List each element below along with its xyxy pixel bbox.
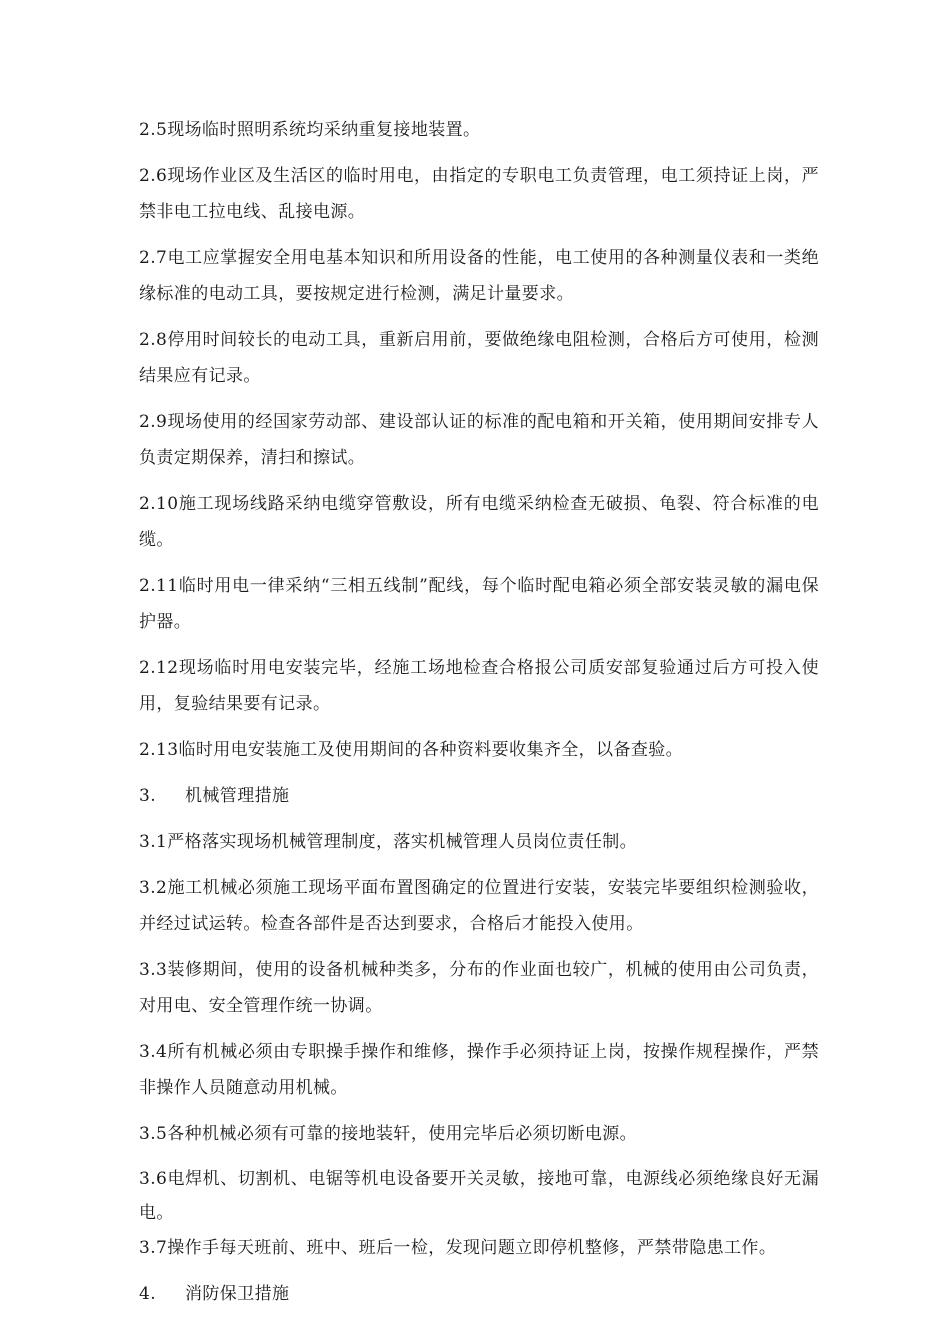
paragraph-2-13: 2.13临时用电安装施工及使用期间的各种资料要收集齐全，以备查验。: [139, 740, 684, 760]
section-title: 消防保卫措施: [185, 1284, 290, 1304]
paragraph-2-7: 2.7电工应掌握安全用电基本知识和所用设备的性能，电工使用的各种测量仪表和一类绝缘标准的电动工具，要按规定进行检测，满足计量要求。: [139, 248, 819, 304]
section-heading-3: [139, 778, 819, 814]
paragraph-2-6: 2.6现场作业区及生活区的临时用电，由指定的专职电工负责管理，电工须持证上岗，严禁非电工拉电线、乱接电源。: [139, 166, 819, 222]
paragraph-2-8: 2.8停用时间较长的电动工具，重新启用前，要做绝缘电阻检测，合格后方可使用，检测结果应有记录。: [139, 330, 819, 386]
section-title: 机械管理措施: [185, 786, 290, 806]
paragraph-3-6: 3.6电焊机、切割机、电锯等机电设备要开关灵敏，接地可靠，电源线必须绝缘良好无漏电。: [139, 1169, 819, 1223]
paragraph-3-7: 3.7操作手每天班前、班中、班后一检，发现问题立即停机整修，严禁带隐患工作。: [139, 1238, 777, 1258]
paragraph-2-5: 2.5现场临时照明系统均采纳重复接地装置。: [139, 120, 481, 140]
section-number: 4.: [139, 1284, 157, 1304]
paragraph-2-9: 2.9现场使用的经国家劳动部、建设部认证的标准的配电箱和开关箱，使用期间安排专人负责定期保养，清扫和擦试。: [139, 412, 819, 468]
paragraph-3-2: 3.2施工机械必须施工现场平面布置图确定的位置进行安装，安装完毕要组织检测验收，并经过试运转。检查各部件是否达到要求，合格后才能投入使用。: [139, 878, 819, 934]
document-body: [139, 112, 819, 1322]
paragraph-2-10: 2.10施工现场线路采纳电缆穿管敷设，所有电缆采纳检查无破损、龟裂、符合标准的电缆。: [139, 494, 819, 550]
paragraph-3-4: 3.4所有机械必须由专职操手操作和维修，操作手必须持证上岗，按操作规程操作，严禁非操作人员随意动用机械。: [139, 1042, 819, 1098]
paragraph-3-3: 3.3装修期间，使用的设备机械种类多，分布的作业面也较广，机械的使用由公司负责，对用电、安全管理作统一协调。: [139, 960, 819, 1016]
section-number: 3.: [139, 786, 157, 806]
section-heading-4: [139, 1276, 819, 1312]
paragraph-3-1: 3.1严格落实现场机械管理制度，落实机械管理人员岗位责任制。: [139, 832, 638, 852]
paragraph-2-12: 2.12现场临时用电安装完毕，经施工场地检查合格报公司质安部复验通过后方可投入使用，复验结果要有记录。: [139, 658, 819, 714]
paragraph-2-11: 2.11临时用电一律采纳“三相五线制”配线，每个临时配电箱必须全部安装灵敏的漏电保护器。: [139, 576, 819, 632]
paragraph-3-5: 3.5各种机械必须有可靠的接地装轩，使用完毕后必须切断电源。: [139, 1124, 638, 1144]
